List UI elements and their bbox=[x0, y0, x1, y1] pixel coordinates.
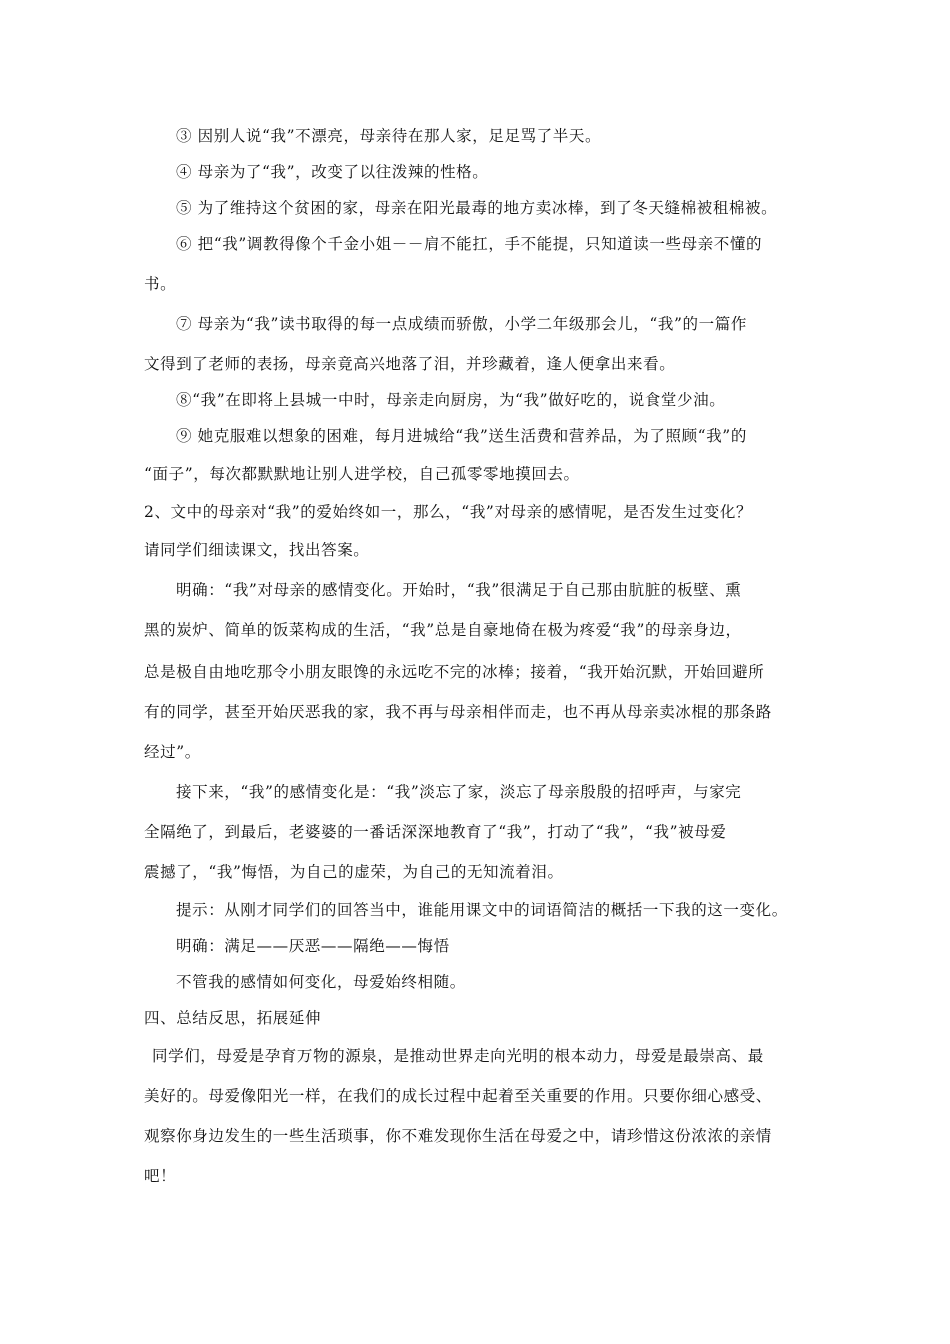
answer-paragraph-line1: 明确：“我”对母亲的感情变化。开始时，“我”很满足于自己那由肮脏的板壁、熏 bbox=[176, 581, 742, 599]
change-paragraph-line3: 震撼了，“我”悔悟，为自己的虚荣，为自己的无知流着泪。 bbox=[144, 863, 564, 881]
answer-paragraph-line3: 总是极自由地吃那令小朋友眼馋的永远吃不完的冰棒；接着，“我开始沉默，开始回避所 bbox=[144, 663, 765, 681]
closing-paragraph-line1: 同学们，母爱是孕育万物的源泉，是推动世界走向光明的根本动力，母爱是最崇高、最 bbox=[152, 1047, 764, 1065]
closing-paragraph-line2: 美好的。母爱像阳光一样，在我们的成长过程中起着至关重要的作用。只要你细心感受、 bbox=[144, 1087, 772, 1105]
conclusion-line: 不管我的感情如何变化，母爱始终相随。 bbox=[176, 973, 466, 991]
paragraph-item-8: ⑧“我”在即将上县城一中时，母亲走向厨房，为“我”做好吃的，说食堂少油。 bbox=[176, 391, 726, 409]
paragraph-item-6-line2: 书。 bbox=[144, 275, 177, 293]
answer-paragraph-line2: 黑的炭炉、简单的饭菜构成的生活，“我”总是自豪地倚在极为疼爱“我”的母亲身边， bbox=[144, 621, 742, 639]
paragraph-item-9-line2: “面子”，每次都默默地让别人进学校，自己孤零零地摸回去。 bbox=[144, 465, 580, 483]
question-2-line2: 请同学们细读课文，找出答案。 bbox=[144, 541, 370, 559]
paragraph-item-7-line2: 文得到了老师的表扬，母亲竟高兴地落了泪，并珍藏着，逢人便拿出来看。 bbox=[144, 355, 676, 373]
paragraph-item-5: ⑤ 为了维持这个贫困的家，母亲在阳光最毒的地方卖冰棒，到了冬天缝棉被租棉被。 bbox=[176, 199, 778, 217]
change-paragraph-line1: 接下来，“我”的感情变化是：“我”淡忘了家，淡忘了母亲殷殷的招呼声，与家完 bbox=[176, 783, 742, 801]
closing-paragraph-line4: 吧！ bbox=[144, 1167, 177, 1185]
paragraph-item-4: ④ 母亲为了“我”，改变了以往泼辣的性格。 bbox=[176, 163, 489, 181]
closing-paragraph-line3: 观察你身边发生的一些生活琐事，你不难发现你生活在母爱之中，请珍惜这份浓浓的亲情 bbox=[144, 1127, 772, 1145]
paragraph-item-7-line1: ⑦ 母亲为“我”读书取得的每一点成绩而骄傲，小学二年级那会儿，“我”的一篇作 bbox=[176, 315, 747, 333]
paragraph-item-6-line1: ⑥ 把“我”调教得像个千金小姐－－肩不能扛，手不能提，只知道读一些母亲不懂的 bbox=[176, 235, 763, 253]
summary-words-line: 明确：满足——厌恶——隔绝——悔悟 bbox=[176, 937, 450, 955]
paragraph-item-3: ③ 因别人说“我”不漂亮，母亲待在那人家，足足骂了半天。 bbox=[176, 127, 602, 145]
paragraph-item-9-line1: ⑨ 她克服难以想象的困难，每月进城给“我”送生活费和营养品，为了照顾“我”的 bbox=[176, 427, 747, 445]
answer-paragraph-line4: 有的同学，甚至开始厌恶我的家，我不再与母亲相伴而走，也不再从母亲卖冰棍的那条路 bbox=[144, 703, 772, 721]
section-heading-4: 四、总结反思，拓展延伸 bbox=[144, 1009, 322, 1027]
question-2-line1: 2、文中的母亲对“我”的爱始终如一，那么，“我”对母亲的感情呢，是否发生过变化？ bbox=[144, 503, 753, 521]
change-paragraph-line2: 全隔绝了，到最后，老婆婆的一番话深深地教育了“我”，打动了“我”，“我”被母爱 bbox=[144, 823, 727, 841]
hint-line: 提示：从刚才同学们的回答当中，谁能用课文中的词语简洁的概括一下我的这一变化。 bbox=[176, 901, 788, 919]
answer-paragraph-line5: 经过”。 bbox=[144, 743, 201, 761]
